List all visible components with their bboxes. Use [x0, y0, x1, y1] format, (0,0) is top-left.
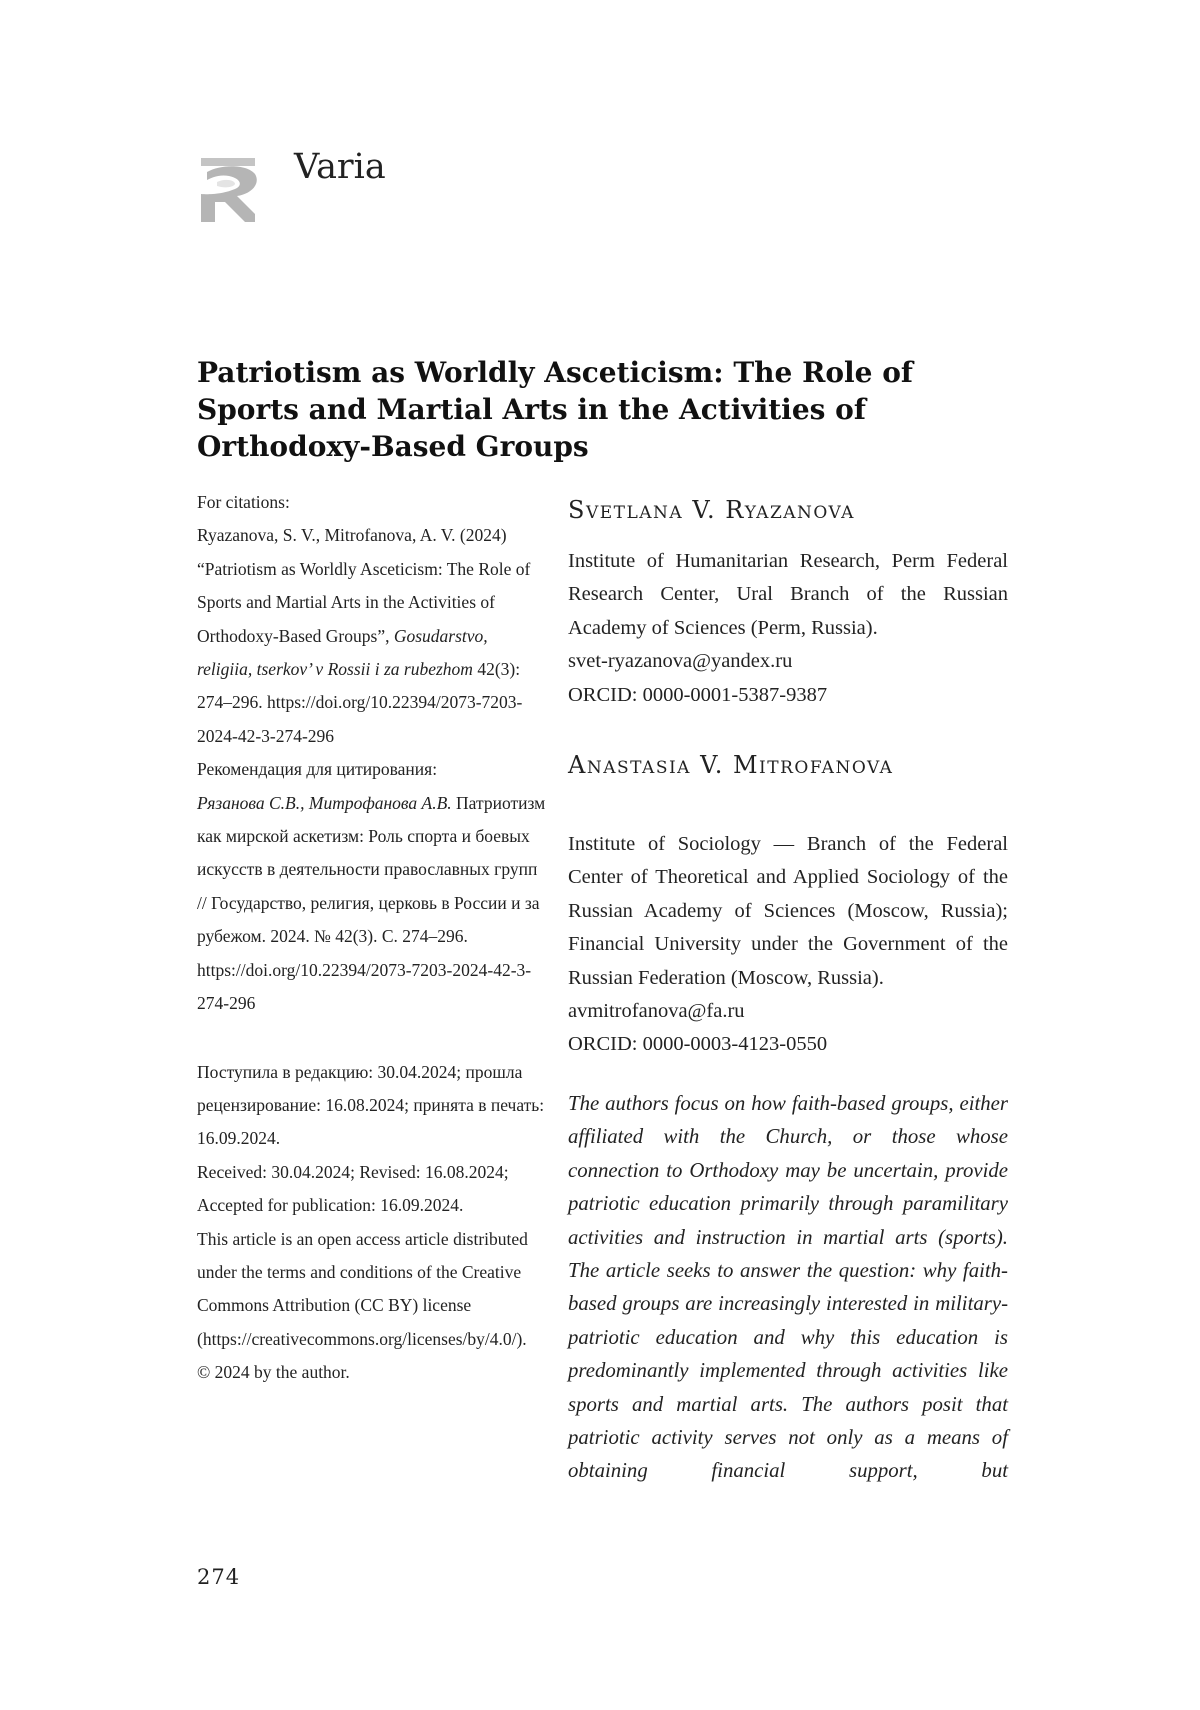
author-affiliation: Institute of Humanitarian Research, Perm Federal Research Center, Ural Branch of the Russian Academy of Sciences (Perm, Russia).	[568, 545, 1008, 645]
citation-ru-label: Рекомендация для цитирования:	[197, 753, 547, 786]
author-name: Anastasia V. Mitrofanova	[568, 750, 1008, 780]
article-title: Patriotism as Worldly Asceticism: The Role of Sports and Martial Arts in the Activities of Orthodoxy-Based Groups	[197, 354, 977, 465]
author-affiliation: Institute of Sociology — Branch of the Federal Center of Theoretical and Applied Sociology of the Russian Academy of Sciences (Moscow, Russia); Financial University under the Government of the Russian Federation (Moscow, Russia).	[568, 828, 1008, 995]
author-name: Svetlana V. Ryazanova	[568, 495, 1008, 525]
page-number: 274	[197, 1565, 240, 1589]
section-title: Varia	[294, 146, 386, 188]
author-email: svet-ryazanova@yandex.ru	[568, 645, 1008, 678]
dates-block	[197, 1056, 547, 1390]
journal-logo-icon	[197, 152, 265, 224]
dates-ru: Поступила в редакцию: 30.04.2024; прошла рецензирование: 16.08.2024; принята в печать: 16.09.2024.	[197, 1056, 547, 1156]
license-text: This article is an open access article distributed under the terms and conditions of the Creative Commons Attribution (CC BY) license (https://creativecommons.org/licenses/by/4.0/).	[197, 1223, 547, 1357]
author-email: avmitrofanova@fa.ru	[568, 995, 1008, 1028]
citation-en-journal: Gosudarstvo, religiia, tserkov’ v Rossii i za rubezhom	[197, 626, 488, 679]
citation-ru-text: Патриотизм как мирской аскетизм: Роль спорта и боевых искусств в деятельности православных групп // Государство, религия, церковь в России и за рубежом. 2024. № 42(3). С. 274–296.	[197, 793, 545, 947]
author-affiliation-block	[568, 828, 1008, 1062]
author-affiliation-block	[568, 545, 1008, 712]
citation-en-tail: 42(3): 274–296. https://doi.org/10.22394/2073-7203-2024-42-3-274-296	[197, 659, 522, 746]
citation-column	[197, 486, 547, 1390]
abstract: The authors focus on how faith-based groups, either affiliated with the Church, or those whose connection to Orthodoxy may be uncertain, provide patriotic education primarily through paramilitary activities and instruction in martial arts (sports). The article seeks to answer the question: why faith-based groups are increasingly interested in military-patriotic education and why this education is predominantly implemented through activities like sports and martial arts. The authors posit that patriotic activity serves not only as a means of obtaining financial support, but	[568, 1087, 1008, 1488]
citation-label: For citations:	[197, 486, 547, 519]
citation-ru-authors: Рязанова С.В., Митрофанова А.В.	[197, 793, 452, 813]
author-orcid: ORCID: 0000-0003-4123-0550	[568, 1028, 1008, 1061]
copyright: © 2024 by the author.	[197, 1356, 547, 1389]
dates-en: Received: 30.04.2024; Revised: 16.08.2024; Accepted for publication: 16.09.2024.	[197, 1156, 547, 1223]
author-orcid: ORCID: 0000-0001-5387-9387	[568, 679, 1008, 712]
authors-column	[568, 495, 1008, 1488]
citation-en-text: Ryazanova, S. V., Mitrofanova, A. V. (2024) “Patriotism as Worldly Asceticism: The Role of Sports and Martial Arts in the Activities of Orthodoxy-Based Groups”,	[197, 525, 530, 645]
citation-ru-doi: https://doi.org/10.22394/2073-7203-2024-42-3-274-296	[197, 954, 547, 1021]
